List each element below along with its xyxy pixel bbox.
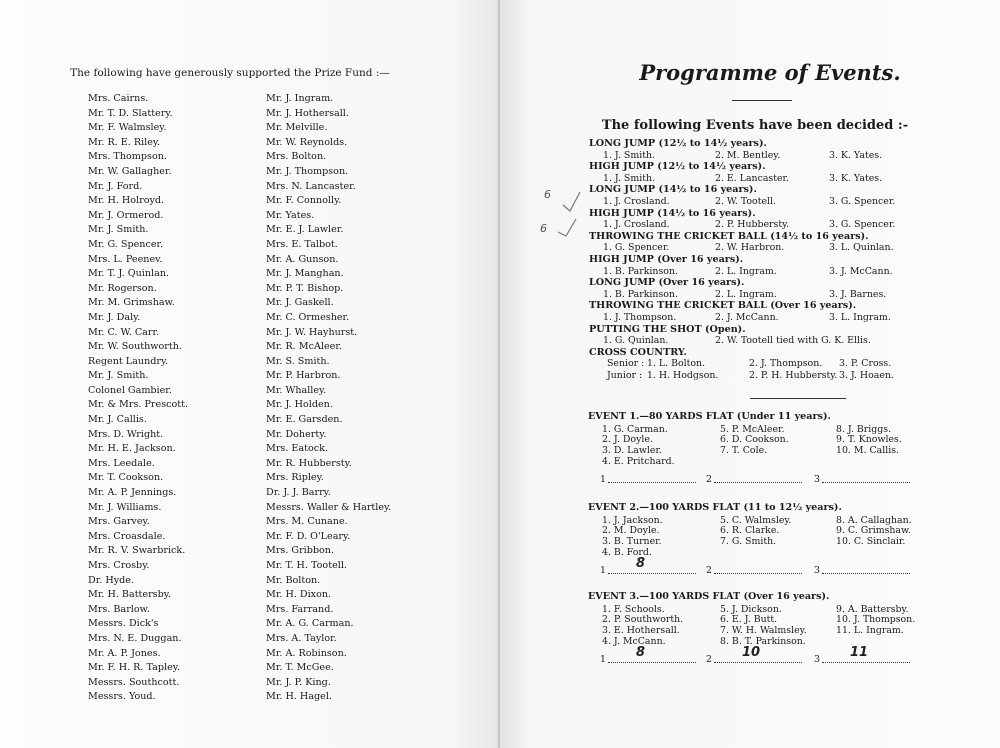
supporter-name: Mrs. A. Taylor. — [266, 632, 337, 644]
entrant: 4. B. Ford. — [602, 546, 652, 558]
supporter-name: Mr. & Mrs. Prescott. — [88, 399, 189, 411]
decided-event-title: HIGH JUMP (14½ to 16 years). — [589, 207, 756, 219]
supporter-name: Mr. A. P. Jones. — [88, 647, 161, 659]
decided-heading: The following Events have been decided :- — [601, 118, 909, 133]
margin-mark-1: 6 — [544, 188, 551, 201]
placing-number: 1 — [600, 654, 606, 666]
supporter-name: Mr. Yates. — [266, 209, 315, 221]
result-place: 3. K. Yates. — [829, 172, 883, 184]
placing-number: 3 — [814, 565, 820, 577]
supporter-name: Mrs. N. E. Duggan. — [88, 632, 182, 644]
result-place: 2. P. Hubbersty. — [715, 219, 790, 231]
supporter-name: Mr. T. Cookson. — [88, 472, 164, 484]
supporter-name: Mr. J. Holden. — [266, 399, 333, 411]
supporter-name: Mrs. Thompson. — [88, 151, 167, 163]
tick-mark-2 — [558, 219, 576, 236]
entrant: 9. A. Battersby. — [836, 603, 909, 615]
supporter-name: Mr. F. D. O'Leary. — [266, 530, 351, 542]
right-page — [500, 0, 1000, 748]
supporter-name: Messrs. Southcott. — [88, 676, 180, 688]
entrant: 3. E. Hothersall. — [602, 625, 680, 637]
supporter-name: Mrs. D. Wright. — [88, 428, 164, 440]
prize-fund-heading: The following have generously supported the Prize Fund :— — [70, 67, 390, 79]
result-place: 2. J. McCann. — [715, 311, 779, 323]
supporter-name: Mr. R. McAleer. — [266, 341, 342, 353]
result-place: 3. G. Spencer. — [829, 219, 896, 231]
supporter-name: Mrs. M. Cunane. — [266, 516, 348, 528]
placing-number: 2 — [706, 654, 712, 666]
supporter-name: Mr. J. Thompson. — [266, 165, 349, 177]
supporter-name: Mr. C. Ormesher. — [266, 311, 350, 323]
decided-event-title: THROWING THE CRICKET BALL (Over 16 years). — [589, 300, 857, 312]
supporter-name: Mr. H. Holroyd. — [88, 195, 165, 207]
supporter-name: Mrs. Barlow. — [88, 603, 150, 615]
entrant: 1. J. Jackson. — [602, 514, 663, 526]
result-place: 3. L. Ingram. — [829, 311, 891, 323]
supporter-name: Colonel Gambier. — [88, 384, 172, 396]
entrant: 11. L. Ingram. — [836, 625, 904, 637]
supporter-name: Mr. A. P. Jennings. — [88, 487, 177, 499]
supporter-name: Mr. J. Smith. — [88, 224, 149, 236]
handwritten-entry: 8 — [636, 556, 646, 572]
entrant: 2. M. Doyle. — [602, 525, 660, 537]
supporter-name: Mr. Whalley. — [266, 384, 327, 396]
supporter-name: Mr. R. V. Swarbrick. — [88, 545, 186, 557]
cross-country-title: CROSS COUNTRY. — [589, 346, 687, 358]
supporter-name: Mr. W. Reynolds. — [266, 136, 348, 148]
entrant: 10. J. Thompson. — [836, 614, 916, 626]
result-place: 1. B. Parkinson. — [603, 288, 678, 300]
decided-event-title: HIGH JUMP (12½ to 14½ years). — [589, 161, 766, 173]
supporter-name: Mr. J. Williams. — [88, 501, 162, 513]
decided-event-title: HIGH JUMP (Over 16 years). — [589, 253, 744, 265]
supporter-name: Mr. M. Grimshaw. — [88, 297, 175, 309]
event-title: EVENT 2.—100 YARDS FLAT (11 to 12½ years). — [588, 502, 842, 513]
result-place: 3. L. Quinlan. — [829, 242, 894, 254]
supporter-name: Mrs. N. Lancaster. — [266, 180, 356, 192]
entrant: 10. C. Sinclair. — [836, 536, 906, 548]
result-place: 2. W. Harbron. — [715, 242, 785, 254]
supporter-name: Mrs. Ripley. — [266, 472, 324, 484]
decided-event-title: LONG JUMP (12½ to 14½ years). — [589, 138, 767, 149]
placing-number: 2 — [706, 474, 712, 486]
supporter-name: Mr. F. H. R. Tapley. — [88, 662, 180, 674]
supporter-name: Mr. R. Hubbersty. — [266, 457, 352, 469]
supporter-name: Mrs. Croasdale. — [88, 530, 166, 542]
supporter-name: Mr. T. H. Tootell. — [266, 560, 347, 571]
entrant: 4. J. McCann. — [602, 635, 666, 647]
supporter-name: Mr. P. Harbron. — [266, 370, 341, 382]
supporter-name: Mrs. Cairns. — [88, 93, 149, 104]
supporter-name: Mr. J. Ingram. — [266, 93, 334, 104]
handwritten-entry: 10 — [742, 645, 761, 661]
tick-marks — [500, 0, 1000, 748]
decided-event-title: THROWING THE CRICKET BALL (14½ to 16 years). — [589, 230, 869, 242]
result-place: 1. J. Smith. — [603, 172, 656, 184]
supporter-name: Mr. Melville. — [266, 122, 328, 134]
cross-country-entry: 2. P. H. Hubbersty. — [749, 369, 838, 381]
result-place: 1. J. Crosland. — [603, 219, 670, 231]
supporter-name: Mrs. Crosby. — [88, 560, 150, 571]
entrant: 6. E. J. Butt. — [720, 614, 778, 626]
entrant: 4. E. Pritchard. — [602, 455, 675, 467]
supporter-name: Mr. J. Manghan. — [266, 268, 344, 280]
supporter-name: Mr. T. D. Slattery. — [88, 107, 173, 119]
entrant: 3. D. Lawler. — [602, 445, 662, 457]
supporters-column-1 — [88, 92, 188, 705]
supporter-name: Mr. A. G. Carman. — [266, 618, 354, 630]
supporter-name: Mrs. Eatock. — [266, 443, 329, 455]
result-place: 2. L. Ingram. — [715, 265, 777, 277]
cross-country-entry: Senior : — [607, 358, 645, 370]
entrant: 2. J. Doyle. — [602, 434, 653, 446]
cross-country-entry: 3. P. Cross. — [839, 358, 892, 370]
cross-country-entry: 1. H. Hodgson. — [647, 369, 719, 381]
supporter-name: Messrs. Youd. — [88, 691, 156, 703]
result-place: 1. G. Spencer. — [603, 242, 670, 254]
result-place: 2. L. Ingram. — [715, 288, 777, 300]
supporter-name: Mr. J. Daly. — [88, 311, 141, 323]
entrant: 7. T. Cole. — [720, 445, 768, 457]
supporter-name: Mr. A. Gunson. — [266, 253, 339, 265]
supporter-name: Mr. E. J. Lawler. — [266, 224, 344, 236]
supporter-name: Mr. A. Robinson. — [266, 647, 347, 659]
supporter-name: Mr. W. Southworth. — [88, 341, 182, 353]
result-place: 1. J. Crosland. — [603, 195, 670, 207]
entrant: 9. T. Knowles. — [836, 434, 902, 446]
supporter-name: Messrs. Dick's — [88, 618, 159, 630]
result-place: 2. M. Bentley. — [715, 149, 781, 161]
entrant: 7. W. H. Walmsley. — [720, 625, 807, 637]
entrant: 6. D. Cookson. — [720, 434, 789, 446]
decided-event-title: PUTTING THE SHOT (Open). — [589, 323, 746, 335]
supporter-name: Mr. J. Callis. — [88, 414, 147, 426]
entrant: 7. G. Smith. — [720, 536, 777, 548]
supporter-name: Mr. H. Hagel. — [266, 691, 332, 703]
result-place: 3. K. Yates. — [829, 149, 883, 161]
supporter-name: Mrs. Garvey. — [88, 516, 150, 528]
supporter-name: Mr. H. Battersby. — [88, 589, 171, 601]
supporter-name: Mrs. Gribbon. — [266, 545, 335, 557]
supporter-name: Mr. C. W. Carr. — [88, 326, 160, 338]
supporter-name: Dr. J. J. Barry. — [266, 487, 331, 499]
supporter-name: Dr. Hyde. — [88, 574, 134, 586]
placing-number: 3 — [814, 474, 820, 486]
cross-country-entry: 1. L. Bolton. — [647, 358, 706, 370]
placing-number: 2 — [706, 565, 712, 577]
entrant: 1. F. Schools. — [602, 603, 665, 615]
entrant: 10. M. Callis. — [836, 445, 899, 457]
supporters-column-2 — [266, 92, 391, 705]
placing-number: 1 — [600, 565, 606, 577]
entrant: 5. P. McAleer. — [720, 423, 785, 435]
supporter-name: Mrs. Farrand. — [266, 603, 334, 615]
supporter-name: Mr. J. Gaskell. — [266, 297, 334, 309]
entrant: 8. J. Briggs. — [836, 423, 892, 435]
decided-event-title: LONG JUMP (Over 16 years). — [589, 277, 745, 289]
supporter-name: Mr. Doherty. — [266, 428, 327, 440]
cross-country-entry: 3. J. Hoaen. — [839, 369, 894, 381]
result-place: 1. J. Thompson. — [603, 311, 677, 323]
result-place: 1. B. Parkinson. — [603, 265, 678, 277]
entrant: 9. C. Grimshaw. — [836, 525, 911, 537]
supporter-name: Mrs. E. Talbot. — [266, 238, 338, 250]
supporter-name: Mr. F. Connolly. — [266, 195, 342, 207]
handwritten-entry: 8 — [636, 645, 646, 661]
supporter-name: Mr. H. E. Jackson. — [88, 443, 176, 455]
margin-mark-2: 6 — [540, 222, 547, 235]
result-place: 3. G. Spencer. — [829, 195, 896, 207]
entrant: 2. P. Southworth. — [602, 614, 684, 626]
supporter-name: Mr. P. T. Bishop. — [266, 282, 344, 294]
result-place: 2. E. Lancaster. — [715, 172, 789, 184]
supporter-name: Mr. Rogerson. — [88, 282, 157, 294]
supporter-name: Mr. J. P. King. — [266, 676, 331, 688]
supporter-name: Mr. S. Smith. — [266, 355, 330, 367]
decided-event-title: LONG JUMP (14½ to 16 years). — [589, 184, 757, 196]
supporter-name: Mr. R. E. Riley. — [88, 136, 161, 148]
result-place: 2. W. Tootell tied with G. K. Ellis. — [715, 335, 871, 347]
supporter-name: Mr. W. Gallagher. — [88, 165, 172, 177]
entrant: 5. J. Dickson. — [720, 603, 782, 615]
entrant: 5. C. Walmsley. — [720, 514, 792, 526]
entrant: 6. R. Clarke. — [720, 525, 780, 537]
cross-country-entry: 2. J. Thompson. — [749, 358, 823, 370]
event-title: EVENT 3.—100 YARDS FLAT (Over 16 years). — [588, 591, 830, 602]
supporter-name: Mr. J. W. Hayhurst. — [266, 326, 358, 338]
result-place: 3. J. McCann. — [829, 265, 893, 277]
placing-number: 1 — [600, 474, 606, 486]
supporter-name: Mr. J. Smith. — [88, 370, 149, 382]
entrant: 8. B. T. Parkinson. — [720, 635, 806, 647]
supporter-name: Mrs. L. Peenev. — [88, 253, 163, 265]
result-place: 1. J. Smith. — [603, 149, 656, 161]
entrant: 8. A. Callaghan. — [836, 514, 912, 526]
supporter-name: Mr. J. Hothersall. — [266, 107, 349, 119]
entrant: 3. B. Turner. — [602, 536, 662, 548]
supporter-name: Mrs. Leedale. — [88, 457, 155, 469]
supporter-name: Mr. J. Ormerod. — [88, 209, 164, 221]
supporter-name: Mr. G. Spencer. — [88, 238, 164, 250]
supporter-name: Mr. Bolton. — [266, 574, 321, 586]
tick-mark-1 — [563, 192, 580, 211]
supporter-name: Mrs. Bolton. — [266, 151, 327, 163]
supporter-name: Messrs. Waller & Hartley. — [266, 501, 392, 513]
supporter-name: Mr. F. Walmsley. — [88, 122, 167, 134]
result-place: 3. J. Barnes. — [829, 288, 887, 300]
supporter-name: Mr. J. Ford. — [88, 180, 143, 192]
supporter-name: Mr. T. McGee. — [266, 662, 334, 674]
supporter-name: Mr. E. Garsden. — [266, 414, 343, 426]
handwritten-entry: 11 — [850, 645, 869, 661]
programme-title: Programme of Events. — [639, 60, 901, 85]
supporter-name: Regent Laundry. — [88, 355, 169, 367]
placing-number: 3 — [814, 654, 820, 666]
event-title: EVENT 1.—80 YARDS FLAT (Under 11 years). — [588, 411, 831, 422]
cross-country-entry: Junior : — [607, 369, 643, 381]
result-place: 2. W. Tootell. — [715, 195, 776, 207]
entrant: 1. G. Carman. — [602, 423, 668, 435]
supporter-name: Mr. T. J. Quinlan. — [88, 268, 170, 280]
supporter-name: Mr. H. Dixon. — [266, 589, 332, 601]
result-place: 1. G. Quinlan. — [603, 335, 669, 347]
